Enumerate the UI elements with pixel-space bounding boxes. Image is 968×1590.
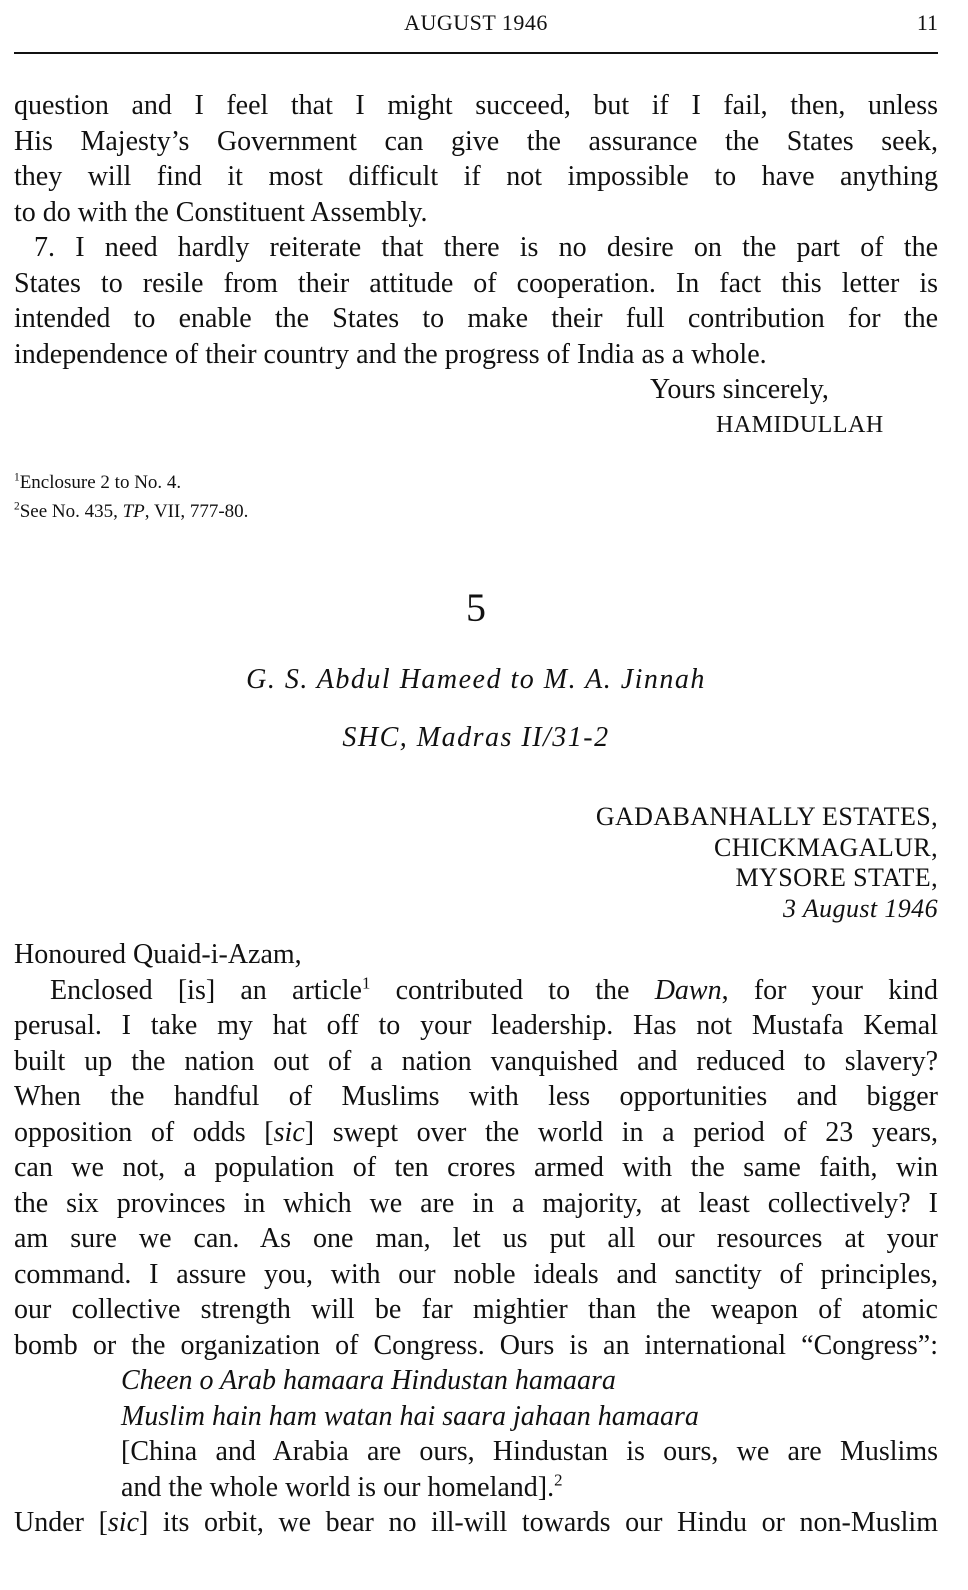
translation-line — [14, 1470, 938, 1506]
header-rule — [14, 52, 938, 54]
text-line — [14, 973, 938, 1009]
text-line: perusal. I take my hat off to your leadership. Has not Mustafa Kemal — [14, 1010, 938, 1041]
salutation: Honoured Quaid-i-Azam, — [14, 939, 302, 970]
text-line: built up the nation out of a nation vanquished and reduced to slavery? — [14, 1045, 938, 1077]
document-title: G. S. Abdul Hameed to M. A. Jinnah — [246, 664, 706, 695]
text-line: His Majesty’s Government can give the assurance the States seek, — [14, 125, 938, 157]
text-line: can we not, a population of ten crores armed with the same faith, win — [14, 1152, 938, 1183]
verse-line: Cheen o Arab hamaara Hindustan hamaara — [121, 1365, 616, 1396]
text-line: they will find it most difficult if not impossible to have anything — [14, 161, 938, 192]
footnote-text: Enclosure 2 to No. 4. — [19, 472, 182, 493]
running-head: AUGUST 1946 — [404, 10, 548, 35]
text-line: 7. I need hardly reiterate that there is no desire on the part of the — [34, 232, 938, 263]
footnote-2 — [14, 497, 248, 526]
page-number: 11 — [916, 10, 938, 35]
text-run: Under [ — [14, 1507, 108, 1538]
text-line — [14, 1505, 938, 1541]
text-run: ] its orbit, we bear no ill-will towards our Hindu or non-Muslim — [139, 1507, 938, 1538]
text-line: independence of their country and the progress of India as a whole. — [14, 338, 767, 370]
verse-line: Muslim hain ham watan hai saara jahaan hamaara — [121, 1400, 699, 1432]
document-number: 5 — [466, 585, 486, 630]
translation-line: [China and Arabia are ours, Hindustan is ours, we are Muslims — [121, 1436, 938, 1467]
previous-letter-body — [14, 88, 938, 443]
footnote-mark: 1 — [361, 973, 371, 993]
sender-address — [596, 802, 938, 924]
text-line: bomb or the organization of Congress. Ours is an international “Congress”: — [14, 1329, 938, 1361]
footnote-text: , VII, 777-80. — [144, 501, 249, 522]
footnote-mark: 2 — [554, 1470, 563, 1490]
text-line: to do with the Constituent Assembly. — [14, 196, 428, 228]
page-header — [14, 10, 938, 44]
signature: HAMIDULLAH — [716, 411, 884, 438]
letter-date: 3 August 1946 — [783, 893, 938, 923]
document-source: SHC, Madras II/31-2 — [342, 722, 610, 753]
text-line: command. I assure you, with our noble ideals and sanctity of principles, — [14, 1258, 938, 1290]
text-italic: sic — [107, 1507, 139, 1538]
text-italic: sic — [273, 1116, 305, 1148]
footnote-italic: TP — [122, 501, 145, 522]
text-line: the six provinces in which we are in a majority, at least collectively? I — [14, 1187, 938, 1219]
text-line: When the handful of Muslims with less opportunities and bigger — [14, 1081, 938, 1112]
letter-body — [14, 937, 938, 1541]
text-line: am sure we can. As one man, let us put all our resources at your — [14, 1223, 938, 1254]
text-run: , for your kind — [721, 974, 938, 1006]
text-run: ] swept over the world in a period of 23 years, — [304, 1116, 938, 1148]
footnote-text: See No. 435, — [19, 501, 123, 522]
footnote-mark: 1 — [14, 471, 20, 484]
text-run: opposition of odds [ — [14, 1116, 274, 1148]
address-line: MYSORE STATE, — [735, 863, 938, 892]
closing: Yours sincerely, — [650, 374, 829, 405]
text-line: States to resile from their attitude of cooperation. In fact this letter is — [14, 267, 938, 299]
text-run: contributed to the — [370, 974, 655, 1006]
text-line — [14, 1115, 938, 1151]
newspaper-name: Dawn — [654, 974, 722, 1006]
footnotes — [14, 468, 248, 526]
address-line: CHICKMAGALUR, — [713, 832, 938, 862]
footnote-1 — [14, 468, 248, 497]
footnote-mark: 2 — [14, 500, 20, 513]
text-line: our collective strength will be far mightier than the weapon of atomic — [14, 1294, 938, 1325]
text-line: question and I feel that I might succeed, but if I fail, then, unless — [14, 90, 938, 121]
text-run: Enclosed [is] an article — [50, 974, 362, 1006]
text-run: and the whole world is our homeland]. — [121, 1471, 555, 1503]
address-line: GADABANHALLY ESTATES, — [595, 802, 938, 831]
text-line: intended to enable the States to make their full contribution for the — [14, 303, 938, 334]
